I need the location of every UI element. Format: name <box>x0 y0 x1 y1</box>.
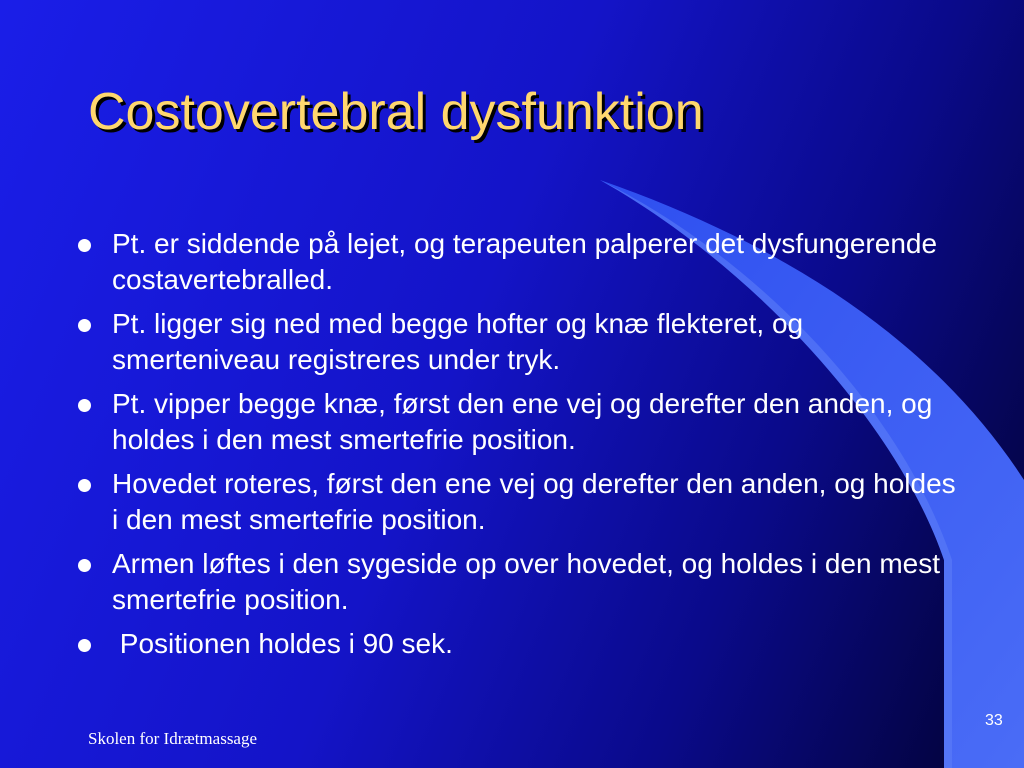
page-number: 33 <box>985 712 1003 729</box>
bullet-dot-icon <box>78 239 91 252</box>
footer-text: Skolen for Idrætmassage <box>88 729 258 748</box>
bullet-item <box>74 546 964 618</box>
bullet-text: Armen løftes i den sygeside op over hovedet, og holdes i den mest smertefrie position. <box>112 548 941 615</box>
bullet-text: Pt. er siddende på lejet, og terapeuten palperer det dysfungerende costavertebralled. <box>112 228 938 295</box>
slide-title: Costovertebral dysfunktion <box>88 83 704 141</box>
bullet-item <box>74 386 964 458</box>
bullet-item <box>74 226 964 298</box>
bullet-list <box>74 226 964 670</box>
bullet-dot-icon <box>78 399 91 412</box>
bullet-item <box>74 466 964 538</box>
bullet-dot-icon <box>78 319 91 332</box>
bullet-dot-icon <box>78 639 91 652</box>
bullet-item <box>74 306 964 378</box>
bullet-text: Pt. vipper begge knæ, først den ene vej og derefter den anden, og holdes i den mest smertefrie position. <box>112 388 933 455</box>
bullet-text: Hovedet roteres, først den ene vej og derefter den anden, og holdes i den mest smertefrie position. <box>112 468 956 535</box>
bullet-dot-icon <box>78 559 91 572</box>
bullet-dot-icon <box>78 479 91 492</box>
bullet-text: Positionen holdes i 90 sek. <box>112 628 453 659</box>
bullet-item <box>74 626 964 662</box>
bullet-text: Pt. ligger sig ned med begge hofter og knæ flekteret, og smerteniveau registreres under tryk. <box>112 308 804 375</box>
